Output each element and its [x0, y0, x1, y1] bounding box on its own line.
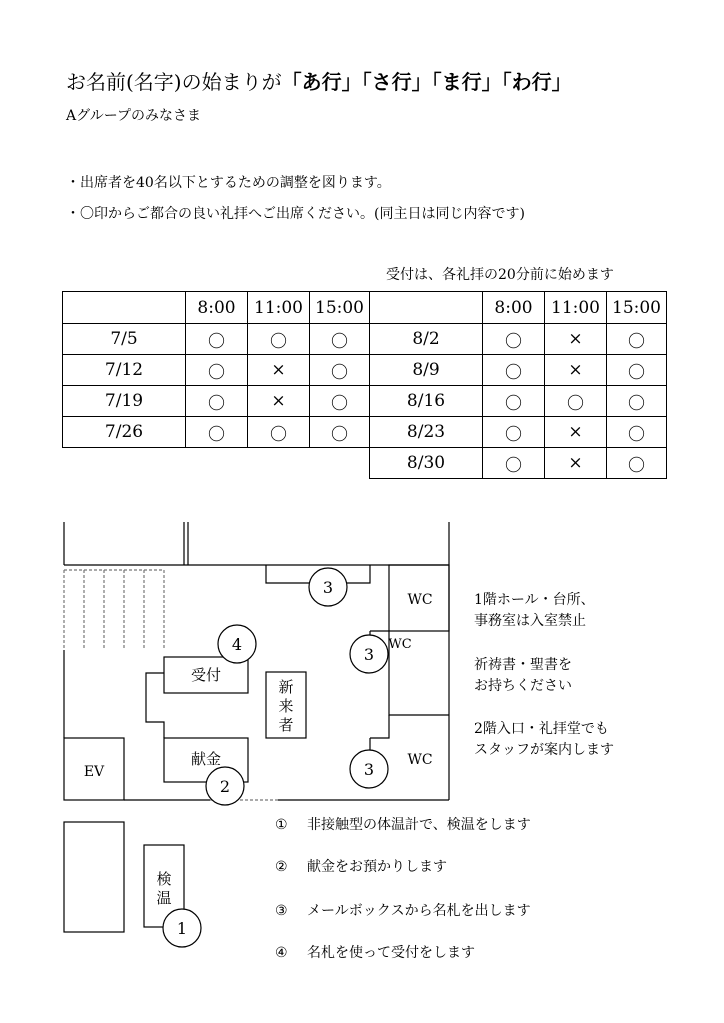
- title-prefix: お名前(名字)の始まりが: [66, 70, 282, 94]
- reception-label: 受付: [190, 666, 222, 684]
- newcomer-char: 来: [278, 697, 294, 715]
- time-header: 15:00: [607, 292, 667, 324]
- slot-cell: ×: [545, 324, 607, 355]
- slot-cell: 〇: [248, 324, 310, 355]
- slot-cell: 〇: [483, 417, 545, 448]
- note-bring-books: [474, 655, 572, 697]
- slot-cell: 〇: [607, 355, 667, 386]
- slot-cell: ×: [545, 355, 607, 386]
- slot-cell: ×: [248, 355, 310, 386]
- note-line: お持ちください: [474, 678, 572, 694]
- note-line: 1階ホール・台所、: [474, 592, 595, 608]
- slot-cell: ×: [545, 417, 607, 448]
- slot-cell: 〇: [310, 324, 370, 355]
- legend-text: 献金をお預かりします: [307, 859, 447, 875]
- legend-item-3: [275, 900, 531, 920]
- slot-cell: 〇: [310, 417, 370, 448]
- date-cell: 8/23: [370, 417, 483, 448]
- slot-cell: 〇: [483, 386, 545, 417]
- legend-item-1: [275, 814, 531, 834]
- marker-4: 4: [231, 635, 243, 654]
- wc-label: WC: [407, 592, 433, 608]
- slot-cell: ×: [545, 448, 607, 479]
- newcomer-char: 者: [278, 716, 294, 734]
- legend-number: ③: [275, 903, 288, 919]
- slot-cell: 〇: [483, 448, 545, 479]
- marker-3: 3: [363, 645, 375, 664]
- time-header: 11:00: [248, 292, 310, 324]
- offering-label: 献金: [190, 750, 222, 768]
- note-staff-guide: [474, 719, 614, 761]
- slot-cell: 〇: [248, 417, 310, 448]
- date-cell: 8/2: [370, 324, 483, 355]
- wc-label: WC: [388, 637, 412, 652]
- legend-number: ④: [275, 945, 288, 961]
- date-cell: 7/5: [63, 324, 186, 355]
- temp-check-char: 温: [156, 889, 172, 907]
- slot-cell: 〇: [186, 417, 248, 448]
- note-line: スタッフが案内します: [474, 742, 614, 758]
- page-subtitle: Aグループのみなさま: [66, 108, 201, 124]
- date-cell: 7/12: [63, 355, 186, 386]
- marker-3: 3: [322, 578, 334, 597]
- slot-cell: ×: [248, 386, 310, 417]
- wc-label: WC: [407, 752, 433, 768]
- counter-connector: [146, 673, 164, 738]
- legend-item-4: [275, 942, 475, 962]
- notice-attend: ・〇印からご都合の良い礼拝へご出席ください。(同主日は同じ内容です): [66, 206, 525, 222]
- marker-1: 1: [176, 919, 188, 938]
- note-no-entry: [474, 590, 595, 632]
- marker-3: 3: [363, 760, 375, 779]
- legend-text: 名札を使って受付をします: [307, 945, 475, 961]
- time-header: 8:00: [186, 292, 248, 324]
- ev-label: EV: [83, 764, 105, 780]
- date-cell: 7/19: [63, 386, 186, 417]
- note-line: 事務室は入室禁止: [474, 613, 586, 629]
- slot-cell: 〇: [310, 386, 370, 417]
- notice-capacity: ・出席者を40名以下とするための調整を図ります。: [66, 175, 391, 191]
- temp-outer-box: [64, 822, 124, 932]
- slot-cell: 〇: [545, 386, 607, 417]
- slot-cell: 〇: [186, 386, 248, 417]
- slot-cell: 〇: [186, 355, 248, 386]
- slot-cell: 〇: [310, 355, 370, 386]
- legend-number: ①: [275, 817, 288, 833]
- title-groups: 「あ行」「さ行」「ま行」「わ行」: [281, 70, 572, 94]
- slot-cell: 〇: [607, 417, 667, 448]
- slot-cell: 〇: [607, 386, 667, 417]
- newcomer-char: 新: [278, 678, 294, 696]
- stairs: [64, 570, 164, 650]
- marker-2: 2: [219, 777, 231, 796]
- date-cell: 8/16: [370, 386, 483, 417]
- date-cell: 8/30: [370, 448, 483, 479]
- temp-check-char: 検: [156, 870, 172, 888]
- slot-cell: 〇: [483, 355, 545, 386]
- slot-cell: 〇: [607, 448, 667, 479]
- legend-text: 非接触型の体温計で、検温をします: [307, 817, 531, 833]
- date-cell: 8/9: [370, 355, 483, 386]
- slot-cell: 〇: [483, 324, 545, 355]
- legend-text: メールボックスから名札を出します: [307, 903, 531, 919]
- wc-bottom: [370, 715, 389, 738]
- note-line: 2階入口・礼拝堂でも: [474, 721, 609, 737]
- time-header: 8:00: [483, 292, 545, 324]
- legend-item-2: [275, 856, 447, 876]
- time-header: 15:00: [310, 292, 370, 324]
- slot-cell: 〇: [607, 324, 667, 355]
- note-line: 祈祷書・聖書を: [474, 657, 572, 673]
- reception-note: 受付は、各礼拝の20分前に始めます: [386, 267, 614, 283]
- slot-cell: 〇: [186, 324, 248, 355]
- date-cell: 7/26: [63, 417, 186, 448]
- legend-number: ②: [275, 859, 288, 875]
- time-header: 11:00: [545, 292, 607, 324]
